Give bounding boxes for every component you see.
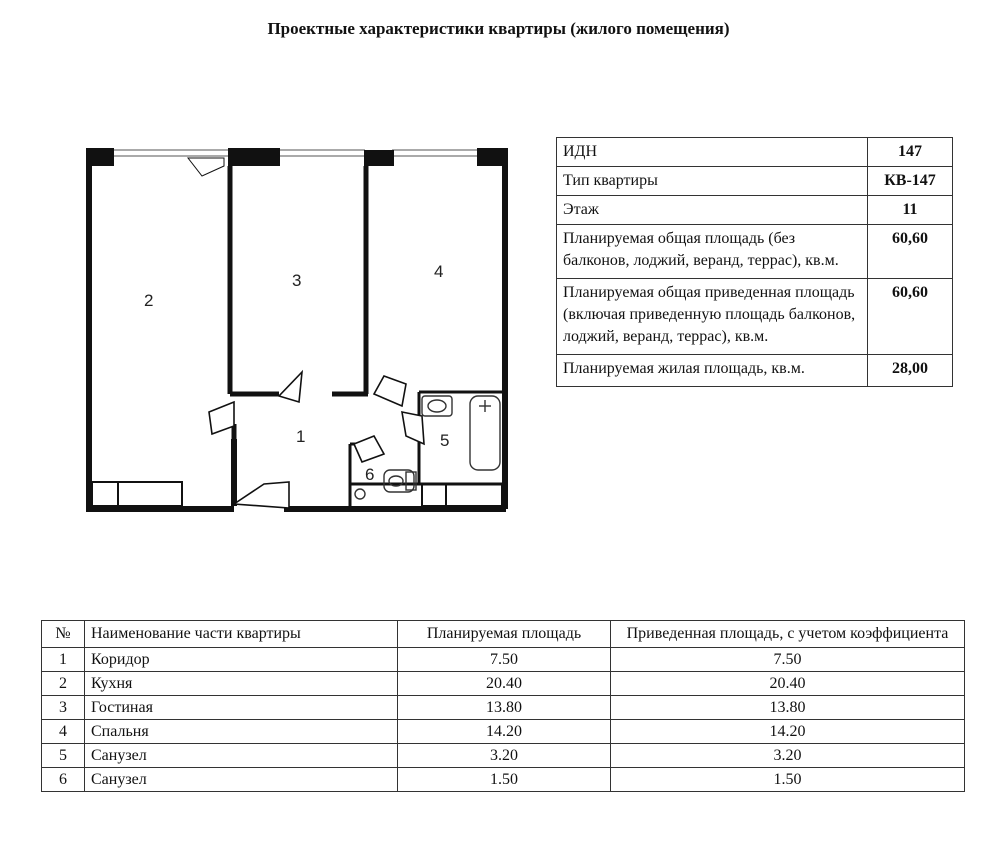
row-name: Кухня	[85, 672, 398, 696]
info-row-total-area	[557, 225, 953, 279]
row-num: 6	[42, 768, 85, 792]
room-label-1: 1	[296, 427, 306, 446]
table-row	[42, 696, 965, 720]
room-label-2: 2	[144, 291, 154, 310]
row-reduced: 20.40	[611, 672, 965, 696]
apartment-info-table	[556, 137, 953, 387]
row-area: 7.50	[398, 648, 611, 672]
row-name: Спальня	[85, 720, 398, 744]
parts-header-row	[42, 621, 965, 648]
info-value: 147	[868, 138, 953, 167]
header-num: №	[42, 621, 85, 648]
row-num: 5	[42, 744, 85, 768]
info-value: 11	[868, 196, 953, 225]
row-name: Коридор	[85, 648, 398, 672]
inner-walls	[230, 166, 417, 506]
room-label-6: 6	[365, 465, 375, 484]
row-num: 4	[42, 720, 85, 744]
row-reduced: 3.20	[611, 744, 965, 768]
info-row-floor	[557, 196, 953, 225]
row-reduced: 13.80	[611, 696, 965, 720]
table-row	[42, 744, 965, 768]
info-row-type	[557, 167, 953, 196]
info-label: ИДН	[557, 138, 868, 167]
table-row	[42, 720, 965, 744]
doors	[188, 158, 424, 508]
header-reduced: Приведенная площадь, с учетом коэффициента	[611, 621, 965, 648]
info-label: Планируемая общая площадь (без балконов, лоджий, веранд, террас), кв.м.	[557, 225, 868, 279]
row-num: 3	[42, 696, 85, 720]
info-label: Планируемая общая приведенная площадь (включая приведенную площадь балконов, лоджий, веранд, террас), кв.м.	[557, 279, 868, 355]
info-label: Тип квартиры	[557, 167, 868, 196]
radiators	[92, 482, 502, 506]
header-area: Планируемая площадь	[398, 621, 611, 648]
info-row-idn	[557, 138, 953, 167]
table-row	[42, 672, 965, 696]
bathtub	[470, 396, 500, 470]
row-area: 1.50	[398, 768, 611, 792]
page-title: Проектные характеристики квартиры (жилого помещения)	[267, 19, 730, 38]
info-label: Этаж	[557, 196, 868, 225]
row-name: Санузел	[85, 744, 398, 768]
row-num: 1	[42, 648, 85, 672]
header-name: Наименование части квартиры	[85, 621, 398, 648]
room-label-3: 3	[292, 271, 302, 290]
info-row-living-area	[557, 355, 953, 387]
room-label-4: 4	[434, 262, 444, 281]
row-area: 13.80	[398, 696, 611, 720]
row-area: 14.20	[398, 720, 611, 744]
row-reduced: 1.50	[611, 768, 965, 792]
row-area: 3.20	[398, 744, 611, 768]
sink	[422, 396, 452, 416]
info-row-reduced-area	[557, 279, 953, 355]
row-area: 20.40	[398, 672, 611, 696]
floor-plan	[84, 144, 514, 516]
outer-walls	[89, 166, 506, 509]
info-value: КВ-147	[868, 167, 953, 196]
apartment-parts-table	[41, 620, 965, 792]
info-value: 28,00	[868, 355, 953, 387]
windows	[112, 150, 479, 156]
row-name: Санузел	[85, 768, 398, 792]
row-reduced: 7.50	[611, 648, 965, 672]
info-label: Планируемая жилая площадь, кв.м.	[557, 355, 868, 387]
info-value: 60,60	[868, 225, 953, 279]
row-name: Гостиная	[85, 696, 398, 720]
table-row	[42, 648, 965, 672]
wall-columns	[86, 148, 508, 166]
info-value: 60,60	[868, 279, 953, 355]
row-num: 2	[42, 672, 85, 696]
table-row	[42, 768, 965, 792]
room-label-5: 5	[440, 431, 450, 450]
row-reduced: 14.20	[611, 720, 965, 744]
